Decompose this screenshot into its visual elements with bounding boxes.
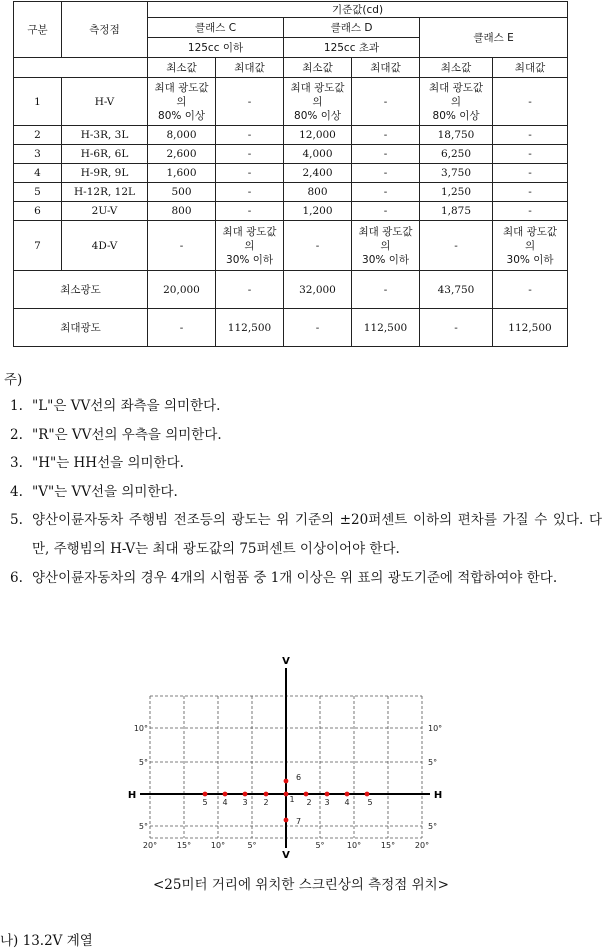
c-min: 800 <box>148 202 216 221</box>
point-2u-dot <box>284 779 289 784</box>
point-label: 4 <box>222 798 228 807</box>
note-text: "L"은 VV선의 좌측을 의미한다. <box>32 398 221 414</box>
point-label: 3 <box>324 798 330 807</box>
header-e-min: 최소값 <box>420 58 493 78</box>
bottom-tick: 5° <box>315 841 325 850</box>
c-max: - <box>216 145 284 164</box>
table-row-min-intensity <box>14 271 568 309</box>
diagram-caption: <25미터 거리에 위치한 스크린상의 측정점 위치> <box>153 877 449 893</box>
note-number: 2. <box>10 426 23 443</box>
c-max: - <box>216 126 284 145</box>
d-min: 최대 광도값 의 80% 이상 <box>284 78 352 126</box>
e-max: - <box>493 164 568 183</box>
header-c-min: 최소값 <box>148 58 216 78</box>
c-min: 8,000 <box>148 126 216 145</box>
e-max: - <box>493 183 568 202</box>
d-max: 112,500 <box>352 309 420 347</box>
point-9l-dot <box>223 792 228 797</box>
c-max: - <box>216 202 284 221</box>
right-tick-5-down: 5° <box>428 822 438 831</box>
note-item <box>10 506 602 563</box>
note-text: "R"은 VV선의 우측을 의미한다. <box>32 426 222 443</box>
row-no: 1 <box>14 78 62 126</box>
row-point: H-3R, 3L <box>62 126 148 145</box>
note-item <box>10 392 602 421</box>
note-text: 양산이륜자동차의 경우 4개의 시험품 중 1개 이상은 위 표의 광도기준에 적합하여야 한다. <box>32 569 558 586</box>
point-12r-dot <box>365 792 370 797</box>
bottom-tick: 15° <box>176 841 192 850</box>
c-min: 최대 광도값 의 80% 이상 <box>148 78 216 126</box>
e-min: - <box>420 221 493 271</box>
c-min: - <box>148 309 216 347</box>
d-min: 12,000 <box>284 126 352 145</box>
note-number: 6. <box>10 569 23 586</box>
luminous-intensity-table <box>13 1 568 347</box>
d-min: 4,000 <box>284 145 352 164</box>
header-class-c: 클래스 C <box>148 18 284 38</box>
right-tick-10-up: 10° <box>428 724 443 733</box>
e-max: - <box>493 145 568 164</box>
point-3l-dot <box>264 792 269 797</box>
row-point: H-V <box>62 78 148 126</box>
table-row <box>14 145 568 164</box>
d-min: 32,000 <box>284 271 352 309</box>
point-12l-dot <box>203 792 208 797</box>
d-max: - <box>352 202 420 221</box>
e-min: 6,250 <box>420 145 493 164</box>
table-row <box>14 126 568 145</box>
table-row <box>14 202 568 221</box>
d-max: - <box>352 78 420 126</box>
header-point: 측정점 <box>62 2 148 58</box>
bottom-tick: 5° <box>247 841 257 850</box>
note-item <box>10 449 602 478</box>
e-max: - <box>493 202 568 221</box>
point-label-center: 1 <box>289 795 295 804</box>
bottom-tick: 20° <box>142 841 158 850</box>
d-min: 800 <box>284 183 352 202</box>
d-min: 1,200 <box>284 202 352 221</box>
header-group: 구분 <box>14 2 62 58</box>
header-class-c-sub: 125cc 이하 <box>148 38 284 58</box>
header-d-min: 최소값 <box>284 58 352 78</box>
point-label: 2 <box>306 798 312 807</box>
d-max: - <box>352 145 420 164</box>
row-point: 4D-V <box>62 221 148 271</box>
point-label-down: 7 <box>296 817 302 826</box>
e-max: 최대 광도값 의 30% 이하 <box>493 221 568 271</box>
bottom-tick: 10° <box>346 841 362 850</box>
c-max: 최대 광도값 의 30% 이하 <box>216 221 284 271</box>
header-e-max: 최대값 <box>493 58 568 78</box>
row-point: 2U-V <box>62 202 148 221</box>
point-label: 5 <box>367 798 373 807</box>
note-number: 3. <box>10 455 23 472</box>
point-6r-dot <box>325 792 330 797</box>
point-9r-dot <box>345 792 350 797</box>
header-c-max: 최대값 <box>216 58 284 78</box>
left-tick-5-down: 5° <box>138 822 148 831</box>
point-label: 4 <box>344 798 350 807</box>
h-label-left: H <box>127 790 137 801</box>
d-max: - <box>352 164 420 183</box>
table-row <box>14 183 568 202</box>
row-label: 최대광도 <box>14 309 148 347</box>
left-tick-10-up: 10° <box>133 724 148 733</box>
note-number: 1. <box>10 398 23 414</box>
note-text: 양산이륜자동차 주행빔 전조등의 광도는 위 기준의 ±20퍼센트 이하의 편차를 가질 수 있다. 다만, 주행빔의 H-V는 최대 광도값의 75퍼센트 이상이어야 한다. <box>32 512 602 557</box>
header-reference-value: 기준값(cd) <box>148 2 568 18</box>
e-min: 1,250 <box>420 183 493 202</box>
table-row <box>14 78 568 126</box>
c-min: 1,600 <box>148 164 216 183</box>
point-label: 2 <box>263 798 269 807</box>
measurement-screen-diagram <box>120 654 450 859</box>
point-4d-dot <box>284 818 289 823</box>
e-max: - <box>493 126 568 145</box>
section-heading: 나) 13.2V 계열 <box>0 933 93 949</box>
row-no: 6 <box>14 202 62 221</box>
d-max: - <box>352 183 420 202</box>
notes-heading: 주) <box>4 372 23 388</box>
note-item <box>10 564 602 593</box>
bottom-tick: 15° <box>380 841 396 850</box>
d-min: - <box>284 309 352 347</box>
note-number: 4. <box>10 483 23 500</box>
row-point: H-9R, 9L <box>62 164 148 183</box>
header-class-d: 클래스 D <box>284 18 420 38</box>
e-min: - <box>420 309 493 347</box>
notes-list <box>10 392 602 592</box>
e-min: 3,750 <box>420 164 493 183</box>
header-spacer <box>14 58 148 78</box>
note-text: "H"는 HH선을 의미한다. <box>32 455 184 472</box>
c-min: 2,600 <box>148 145 216 164</box>
note-item <box>10 478 602 507</box>
d-max: - <box>352 271 420 309</box>
e-min: 18,750 <box>420 126 493 145</box>
bottom-tick: 20° <box>414 841 430 850</box>
c-min: 20,000 <box>148 271 216 309</box>
point-3r-dot <box>304 792 309 797</box>
c-max: - <box>216 271 284 309</box>
note-item <box>10 421 602 450</box>
point-6l-dot <box>243 792 248 797</box>
table-row <box>14 164 568 183</box>
row-no: 7 <box>14 221 62 271</box>
d-min: - <box>284 221 352 271</box>
header-d-max: 최대값 <box>352 58 420 78</box>
point-label-up: 6 <box>296 773 302 782</box>
row-no: 4 <box>14 164 62 183</box>
h-label-right: H <box>433 790 443 801</box>
table-row-max-intensity <box>14 309 568 347</box>
v-label-bottom: V <box>282 850 290 859</box>
bottom-tick: 10° <box>210 841 226 850</box>
e-max: - <box>493 271 568 309</box>
note-number: 5. <box>10 512 23 529</box>
row-point: H-12R, 12L <box>62 183 148 202</box>
point-label: 3 <box>242 798 248 807</box>
c-max: 112,500 <box>216 309 284 347</box>
d-min: 2,400 <box>284 164 352 183</box>
c-max: - <box>216 78 284 126</box>
v-label-top: V <box>282 656 290 667</box>
c-max: - <box>216 164 284 183</box>
row-no: 2 <box>14 126 62 145</box>
right-tick-5-up: 5° <box>428 758 438 767</box>
header-class-e: 클래스 E <box>420 18 568 58</box>
e-max: 112,500 <box>493 309 568 347</box>
c-min: 500 <box>148 183 216 202</box>
e-min: 1,875 <box>420 202 493 221</box>
e-min: 최대 광도값 의 80% 이상 <box>420 78 493 126</box>
row-no: 3 <box>14 145 62 164</box>
row-no: 5 <box>14 183 62 202</box>
point-label: 5 <box>202 798 208 807</box>
row-point: H-6R, 6L <box>62 145 148 164</box>
row-label: 최소광도 <box>14 271 148 309</box>
d-max: - <box>352 126 420 145</box>
c-min: - <box>148 221 216 271</box>
left-tick-5-up: 5° <box>138 758 148 767</box>
header-class-d-sub: 125cc 초과 <box>284 38 420 58</box>
table-row <box>14 221 568 271</box>
c-max: - <box>216 183 284 202</box>
d-max: 최대 광도값 의 30% 이하 <box>352 221 420 271</box>
e-max: - <box>493 78 568 126</box>
note-text: "V"는 VV선을 의미한다. <box>32 483 178 500</box>
point-hv-dot <box>284 792 289 797</box>
e-min: 43,750 <box>420 271 493 309</box>
